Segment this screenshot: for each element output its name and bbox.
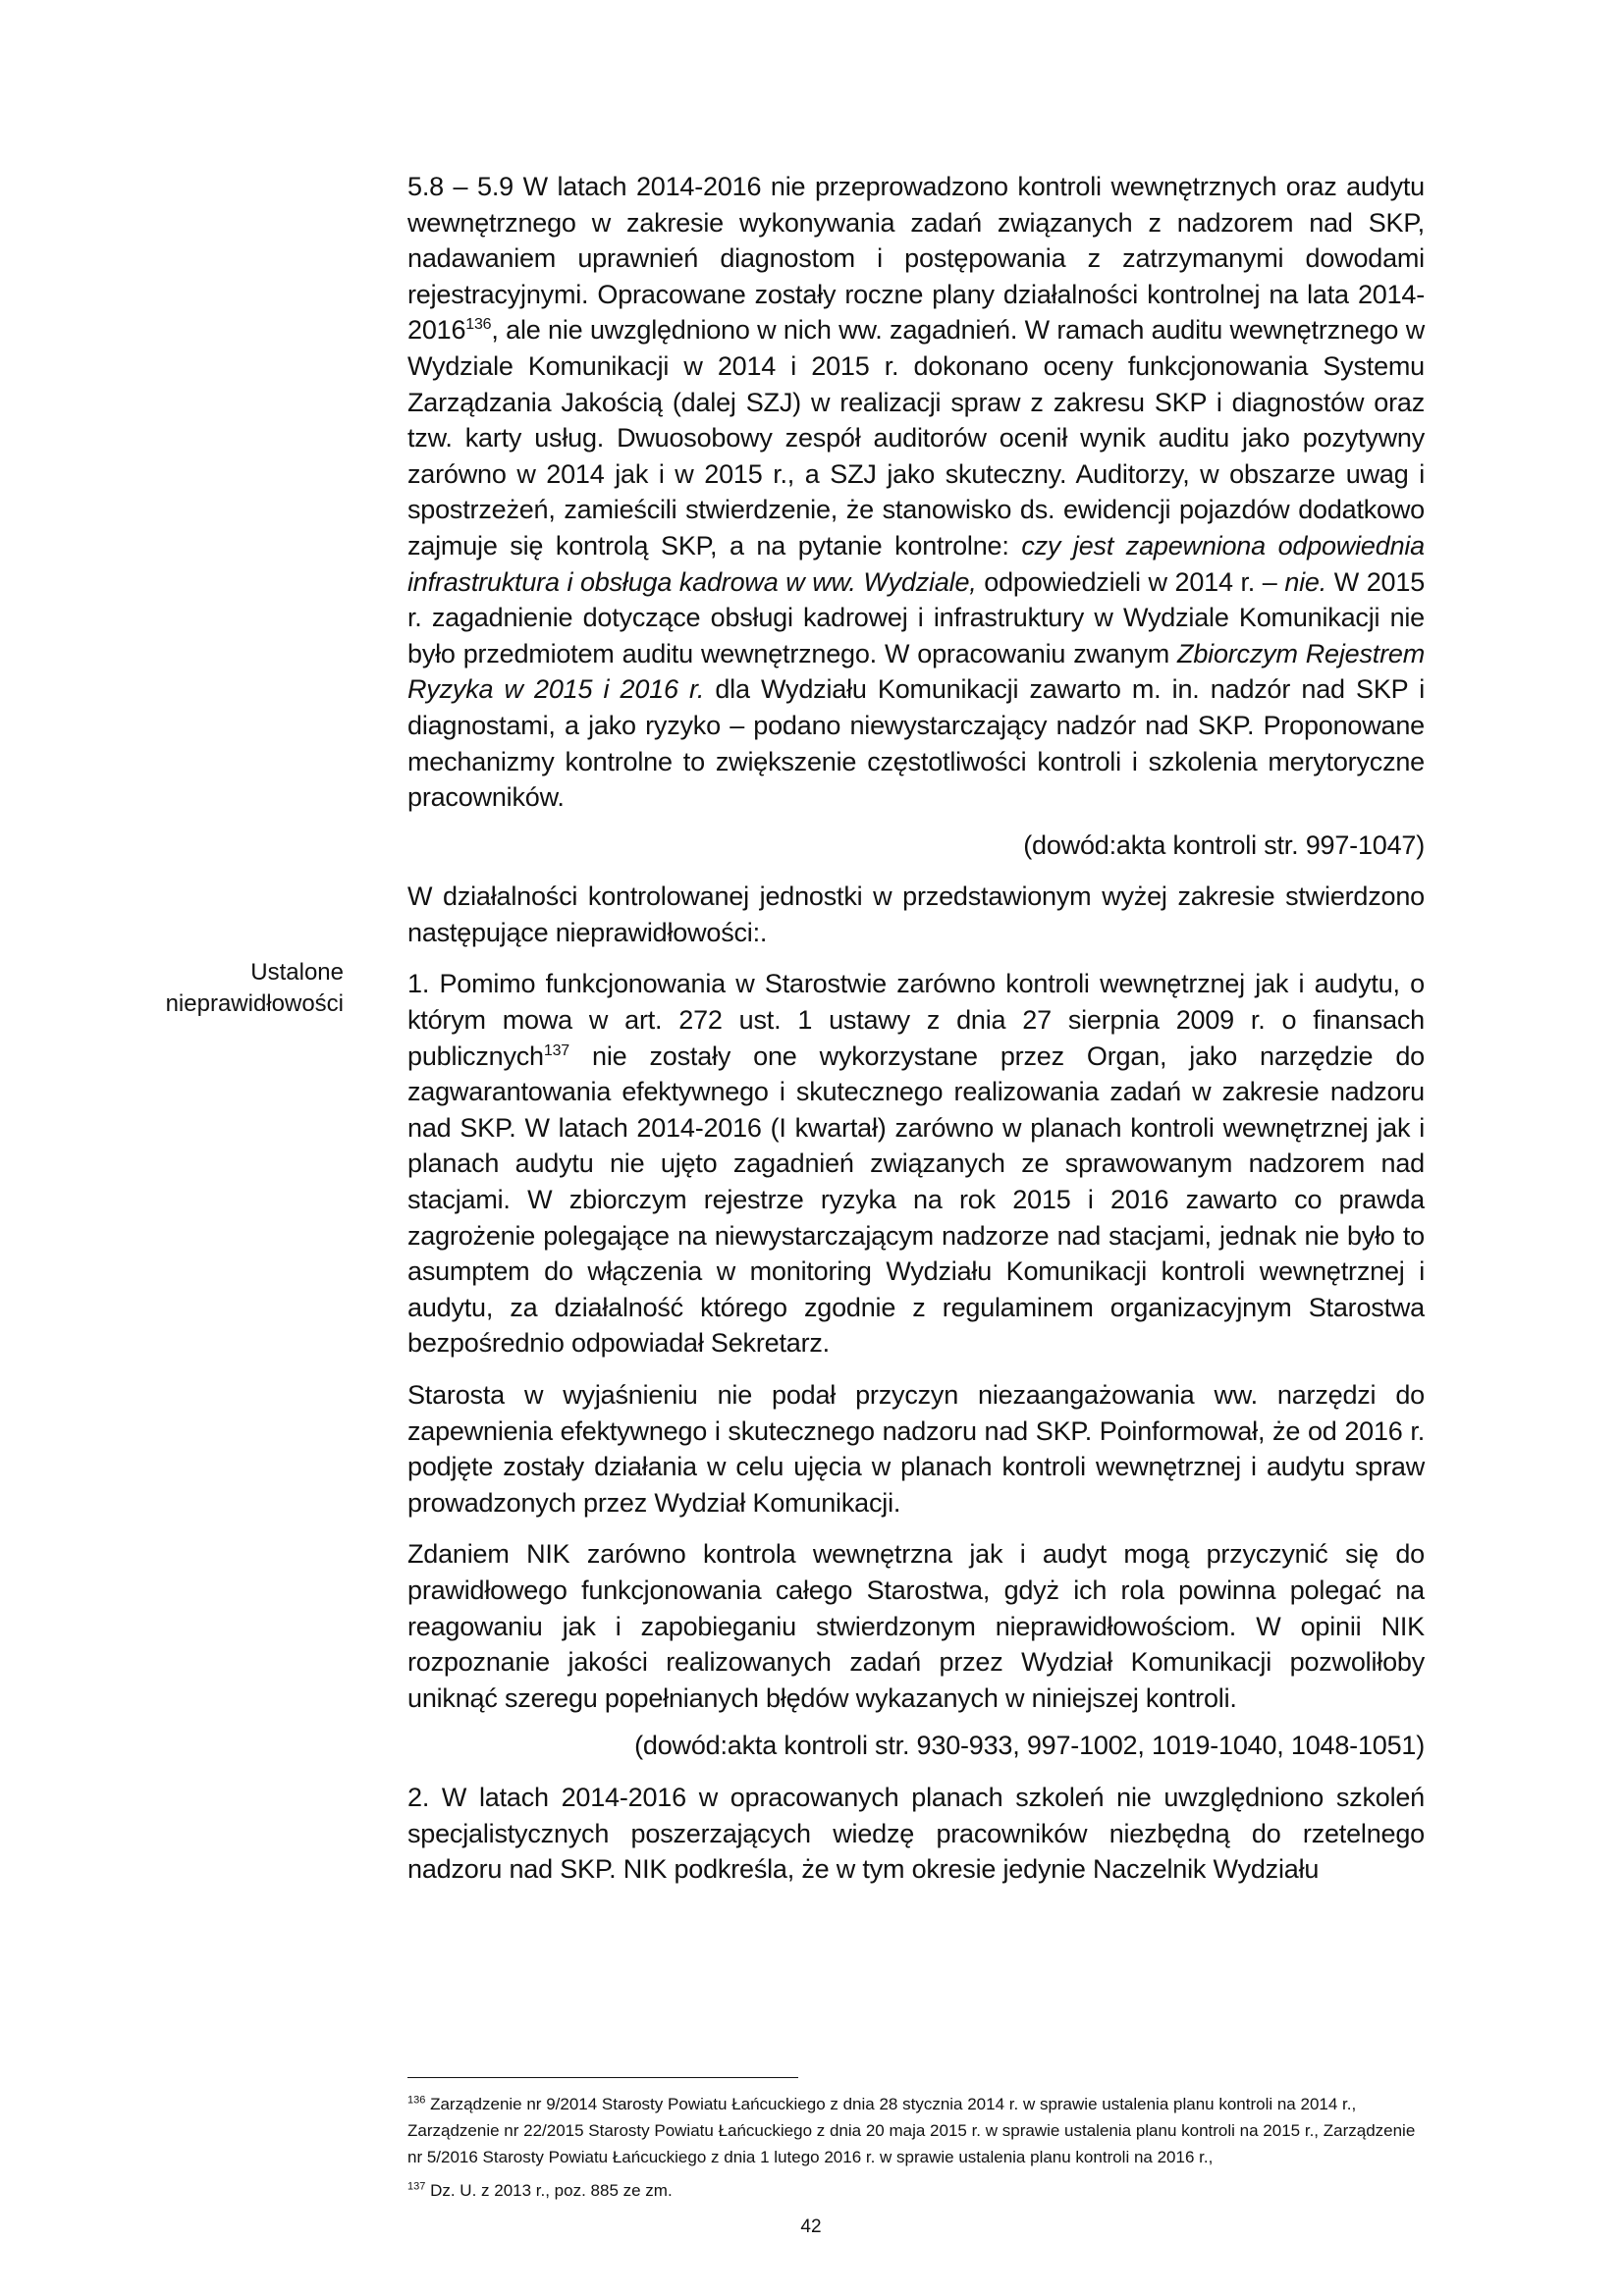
text-run: 5.8 – 5.9 W latach 2014-2016 nie przeprowadzono kontroli wewnętrznych oraz audytu wewnętrznego w zakresie wykonywania zadań związanych z nadzorem nad SKP, nadawaniem uprawnień diagnostom i postępowania z zatrzymanymi dowodami rejestracyjnymi. Opracowane zostały roczne plany działalności kontrolnej na lata 2014-2016 [407,172,1425,346]
footnote-number: 137 [407,2180,426,2193]
footnote-136 [407,2091,1425,2170]
main-text-column [407,169,1425,1888]
text-run: dla Wydziału Komunikacji zawarto m. in. nadzór nad SKP i diagnostami, a jako ryzyko – podano niewystarczający nadzór nad SKP. Proponowane mechanizmy kontrolne to zwiększenie częstotliwości kontroli i szkolenia merytoryczne pracowników. [407,674,1426,813]
text-run: odpowiedzieli w 2014 r. – [976,566,1285,597]
footnote-text: Dz. U. z 2013 r., poz. 885 ze zm. [425,2181,673,2200]
margin-label-line: Ustalone [250,959,344,986]
text-run: nie zostały one wykorzystane przez Organ, jako narzędzie do zagwarantowania efektywnego i skutecznego realizowania zadań w zakresie nadzoru nad SKP. W latach 2014-2016 (I kwartał) zarówno w planach kontroli wewnętrznej jak i planach audytu nie ujęto zagadnień związanych ze sprawowanym nadzorem nad stacjami. W zbiorczym rejestrze ryzyka na rok 2015 i 2016 zawarto co prawda zagrożenie polegające na niewystarczającym nadzorze nad stacjami, jednak nie było to asumptem do włączenia w monitoring Wydziału Komunikacji kontroli wewnętrznej i audytu, za działalność którego zgodnie z regulaminem organizacyjnym Starostwa bezpośrednio odpowiadał Sekretarz. [407,1041,1425,1359]
finding-1-paragraph [407,966,1425,1362]
page-number: 42 [800,2216,822,2237]
footnotes [407,2091,1425,2204]
evidence-reference-2: (dowód:akta kontroli str. 930-933, 997-1002, 1019-1040, 1048-1051) [634,1731,1425,1761]
paragraph-5-8-5-9 [407,169,1425,816]
footnote-text: Zarządzenie nr 9/2014 Starosty Powiatu Łańcuckiego z dnia 28 stycznia 2014 r. w sprawie ustalenia planu kontroli na 2014 r., Zarządzenie nr 22/2015 Starosty Powiatu Łańcuckiego z dnia 20 maja 2015 r. w sprawie ustalenia planu kontroli na 2015 r., Zarządzenie nr 5/2016 Starosty Powiatu Łańcuckiego z dnia 1 lutego 2016 r. w sprawie ustalenia planu kontroli na 2016 r., [407,2095,1416,2166]
italic-text: czy jest zapewniona odpowiednia infrastruktura i obsługa kadrowa w ww. Wydziale, [407,530,1425,597]
finding-2-paragraph: 2. W latach 2014-2016 w opracowanych planach szkoleń nie uwzględniono szkoleń specjalistycznych poszerzających wiedzę pracowników niezbędną do rzetelnego nadzoru nad SKP. NIK podkreśla, że w tym okresie jedynie Naczelnik Wydziału [407,1782,1425,1885]
footnote-separator [407,2077,798,2078]
italic-text: nie. [1284,566,1327,597]
footnote-number: 136 [407,2094,426,2107]
footnote-ref-137: 137 [543,1041,569,1059]
nik-opinion-paragraph: Zdaniem NIK zarówno kontrola wewnętrzna jak i audyt mogą przyczynić się do prawidłowego funkcjonowania całego Starostwa, gdyż ich rola powinna polegać na reagowaniu jak i zapobieganiu stwierdzonym nieprawidłowościom. W opinii NIK rozpoznanie jakości realizowanych zadań przez Wydział Komunikacji pozwoliłoby uniknąć szeregu popełnianych błędów wykazanych w niniejszej kontroli. [407,1539,1425,1713]
evidence-reference-1: (dowód:akta kontroli str. 997-1047) [1023,829,1425,860]
footnote-137 [407,2177,1425,2204]
italic-text: Zbiorczym Rejestrem Ryzyka w 2015 i 2016 r. [407,638,1425,705]
text-run: , ale nie uwzględniono w nich ww. zagadnień. W ramach auditu wewnętrznego w Wydziale Komunikacji w 2014 i 2015 r. dokonano oceny funkcjonowania Systemu Zarządzania Jakością (dalej SZJ) w realizacji spraw z zakresu SKP i diagnostów oraz tzw. karty usług. Dwuosobowy zespół auditorów ocenił wynik auditu jako pozytywny zarówno w 2014 jak i w 2015 r., a SZJ jako skuteczny. Auditorzy, w obszarze uwag i spostrzeżeń, zamieścili stwierdzenie, że stanowisko ds. ewidencji pojazdów dodatkowo zajmuje się kontrolą SKP, a na pytanie kontrolne: [407,315,1425,561]
margin-label-line: nieprawidłowości [165,990,344,1017]
findings-intro-paragraph: W działalności kontrolowanej jednostki w przedstawionym wyżej zakresie stwierdzono następujące nieprawidłowości:. [407,881,1425,947]
starosta-explanation-paragraph: Starosta w wyjaśnieniu nie podał przyczyn niezaangażowania ww. narzędzi do zapewnienia efektywnego i skutecznego nadzoru nad SKP. Poinformował, że od 2016 r. podjęte zostały działania w celu ujęcia w planach kontroli wewnętrznej i audytu spraw prowadzonych przez Wydział Komunikacji. [407,1380,1425,1518]
margin-label-findings [147,957,344,1020]
text-run: W 2015 r. zagadnienie dotyczące obsługi kadrowej i infrastruktury w Wydziale Komunikacji nie było przedmiotem auditu wewnętrznego. W opracowaniu zwanym [407,566,1426,668]
text-run: 1. Pomimo funkcjonowania w Starostwie zarówno kontroli wewnętrznej jak i audytu, o którym mowa w art. 272 ust. 1 ustawy z dnia 27 sierpnia 2009 r. o finansach publicznych [407,969,1425,1071]
footnote-ref-136: 136 [465,316,492,334]
